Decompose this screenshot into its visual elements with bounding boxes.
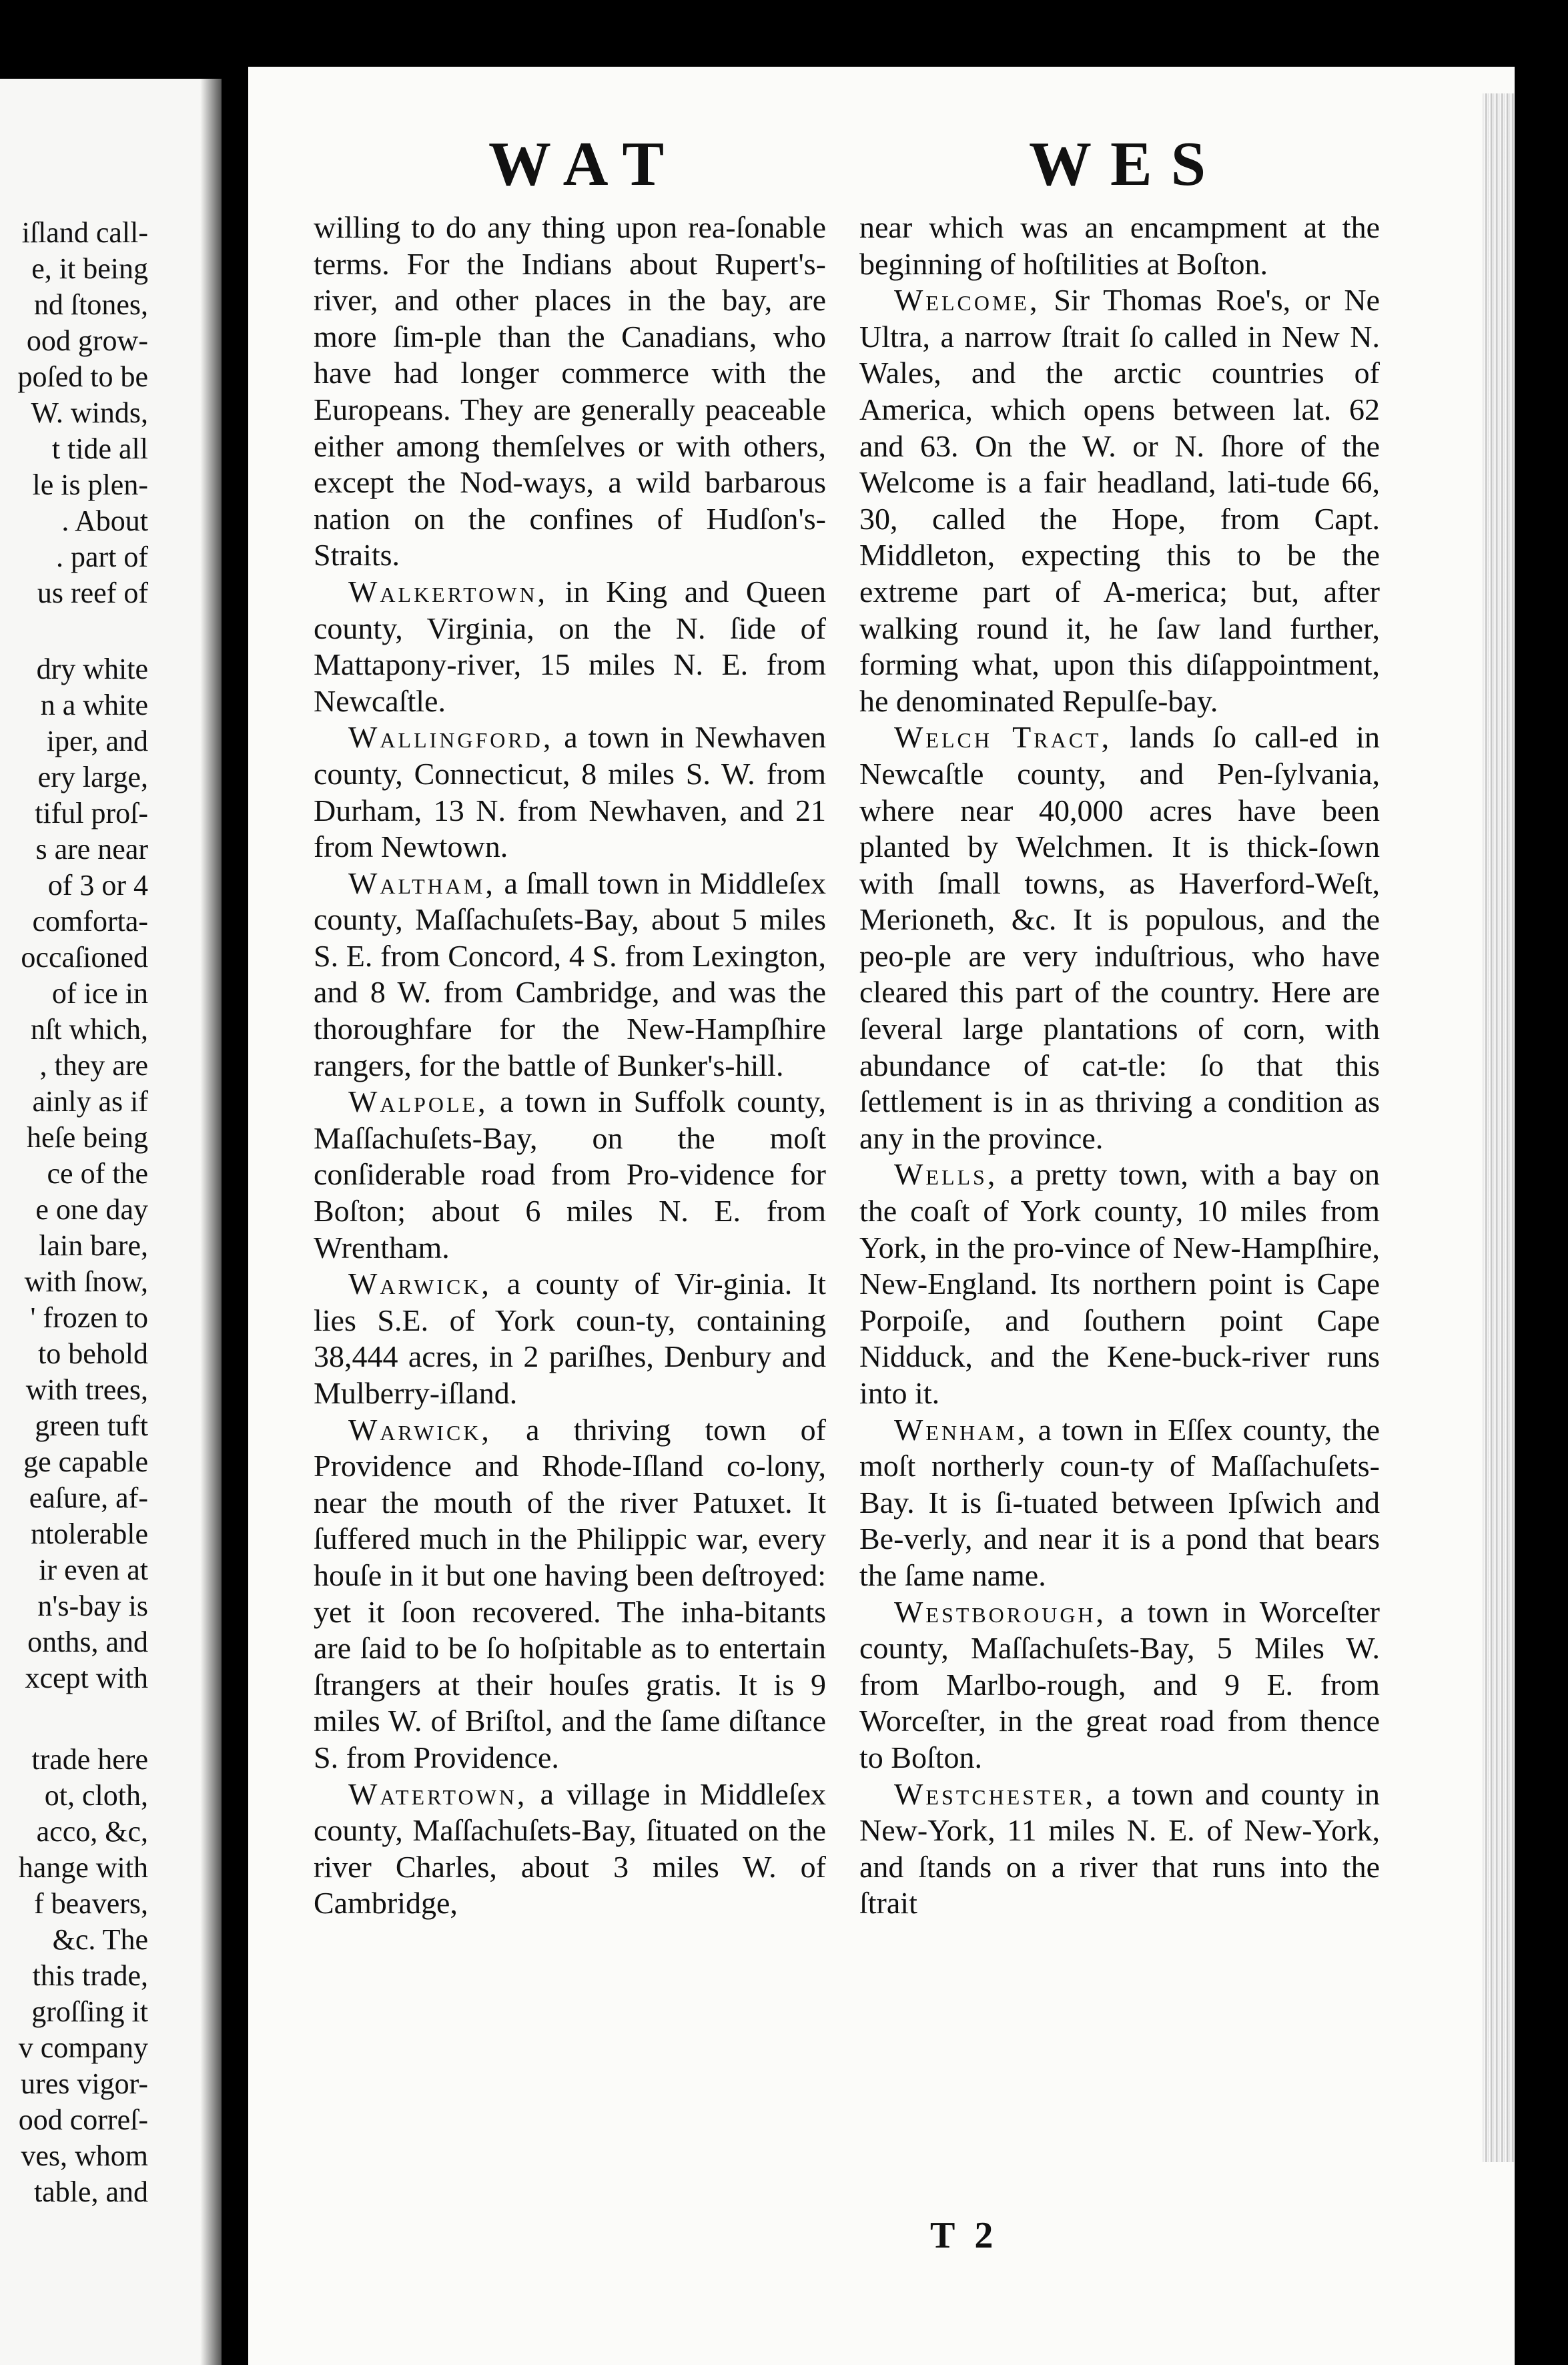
entry-headword: Westchester, xyxy=(894,1776,1096,1811)
fragment-line: n a white xyxy=(40,689,148,721)
entry-headword: Welch Tract, xyxy=(894,720,1112,755)
dictionary-entry xyxy=(314,1412,826,1776)
fragment-line: v company xyxy=(18,2031,148,2064)
fragment-line: ood grow- xyxy=(26,324,148,357)
fragment-line: ery large, xyxy=(37,761,148,793)
fragment-line: W. winds, xyxy=(31,396,148,429)
fragment-line: heſe being xyxy=(26,1121,148,1154)
dictionary-entry xyxy=(314,574,826,719)
entry-headword: Waltham, xyxy=(348,866,496,900)
fragment-line: ge capable xyxy=(23,1445,148,1478)
entry-headword: Welcome, xyxy=(894,283,1040,318)
fragment-line: n's-bay is xyxy=(37,1590,148,1622)
fragment-line: iſland call- xyxy=(21,216,148,249)
fragment-line: groſſing it xyxy=(31,1995,148,2028)
dictionary-entry xyxy=(859,1412,1380,1594)
dictionary-entry xyxy=(859,1594,1380,1776)
fragment-line: tiful proſ- xyxy=(35,797,148,829)
fragment-line: comforta- xyxy=(32,905,148,938)
entry-headword: Warwick, xyxy=(348,1412,492,1447)
fragment-line: dry white xyxy=(36,653,148,685)
entry-text: a town in Suffolk county, Maſſachuſets-Bay, on the moſt conſiderable road from Pro-vidence for Boſton; about 6 miles N. E. from Wrentham. xyxy=(314,1084,826,1265)
fragment-line: t tide all xyxy=(51,432,148,465)
fragment-line: , they are xyxy=(39,1049,148,1082)
fragment-line: ntolerable xyxy=(31,1517,148,1550)
entry-text: a ſmall town in Middleſex county, Maſſachuſets-Bay, about 5 miles S. E. from Concord, 4 S. from Lexington, and 8 W. from Cambridge, and was the thoroughfare for the New-Hampſhire rangers, for the battle of Bunker's-hill. xyxy=(314,866,826,1082)
fragment-line: ot, cloth, xyxy=(44,1779,148,1812)
entry-text: near which was an encampment at the beginning of hoſtilities at Boſton. xyxy=(859,210,1380,281)
page-edge xyxy=(1483,93,1515,2162)
fragment-line: eaſure, af- xyxy=(29,1481,148,1514)
entry-headword: Westborough, xyxy=(894,1594,1107,1629)
dictionary-entry xyxy=(314,210,826,574)
entry-text: a town in Worceſter county, Maſſachuſets-Bay, 5 Miles W. from Marlbo-rough, and 9 E. from Worceſter, in the great road from thence to Boſton. xyxy=(859,1594,1380,1774)
fragment-line: this trade, xyxy=(32,1959,148,1992)
entry-text: a town in Eſſex county, the moſt northerly coun-ty of Maſſachuſets-Bay. It is ſi-tuated between Ipſwich and Be-verly, and near it is a pond that bears the ſame name. xyxy=(859,1412,1380,1592)
right-page xyxy=(248,67,1515,2365)
running-head-right: WES xyxy=(1029,129,1224,199)
fragment-line: s are near xyxy=(35,833,148,866)
fragment-line: ' frozen to xyxy=(30,1301,148,1334)
dictionary-entry xyxy=(314,866,826,1084)
entry-text: in King and Queen county, Virginia, on the N. ſide of Mattapony-river, 15 miles N. E. from Newcaſtle. xyxy=(314,574,826,718)
fragment-line: trade here xyxy=(31,1743,148,1776)
left-page-fragment xyxy=(0,79,222,2365)
dictionary-entry xyxy=(859,719,1380,1156)
fragment-line: of 3 or 4 xyxy=(47,869,148,902)
fragment-line: iper, and xyxy=(46,725,148,757)
fragment-line: &c. The xyxy=(52,1923,148,1956)
dictionary-entry xyxy=(314,719,826,865)
fragment-line: . About xyxy=(61,504,148,537)
entry-headword: Watertown, xyxy=(348,1776,528,1811)
dictionary-entry xyxy=(314,1266,826,1411)
fragment-line: ce of the xyxy=(47,1157,148,1190)
signature-mark: T 2 xyxy=(930,2215,999,2256)
entry-text: a town in Newhaven county, Connecticut, 8 miles S. W. from Durham, 13 N. from Newhaven, and 21 from Newtown. xyxy=(314,720,826,864)
fragment-line: green tuft xyxy=(35,1409,148,1442)
fragment-line: xcept with xyxy=(25,1662,148,1694)
entry-headword: Walkertown, xyxy=(348,574,548,609)
fragment-line: of ice in xyxy=(51,977,148,1010)
dictionary-entry xyxy=(859,282,1380,719)
fragment-line: . part of xyxy=(55,541,148,573)
fragment-line: nd ſtones, xyxy=(33,288,148,321)
fragment-line: us reef of xyxy=(37,577,148,609)
entry-text: lands ſo call-ed in Newcaſtle county, and Pen-ſylvania, where near 40,000 acres have been planted by Welchmen. It is thick-ſown with ſmall towns, as Haverford-Weſt, Merioneth, &c. It is populous, and the peo-ple are very induſtrious, who have cleared this part of the country. Here are ſeveral large plantations of corn, with abundance of cat-tle: ſo that this ſettlement is in as thriving a condition as any in the province. xyxy=(859,720,1380,1155)
entry-text: a thriving town of Providence and Rhode-Iſland co-lony, near the mouth of the river Patuxet. It ſuffered much in the Philippic war, every houſe in it but one having been deſtroyed: yet it ſoon recovered. The inha-bitants are ſaid to be ſo hoſpitable as to entertain ſtrangers at their houſes gratis. It is 9 miles W. of Briſtol, and the ſame diſtance S. from Providence. xyxy=(314,1412,826,1774)
dictionary-entry xyxy=(859,1776,1380,1922)
fragment-line: with ſnow, xyxy=(24,1265,148,1298)
entry-text: a village in Middleſex county, Maſſachuſets-Bay, ſituated on the river Charles, about 3 miles W. of Cambridge, xyxy=(314,1776,826,1921)
fragment-line: with trees, xyxy=(25,1373,148,1406)
entry-headword: Wenham, xyxy=(894,1412,1028,1447)
left-fragment-block-2 xyxy=(21,651,148,1696)
fragment-line: ir even at xyxy=(39,1554,148,1586)
fragment-line: ves, whom xyxy=(21,2139,148,2172)
entry-text: Sir Thomas Roe's, or Ne Ultra, a narrow ſtrait ſo called in New N. Wales, and the arctic countries of America, which opens between lat. 62 and 63. On the W. or N. ſhore of the Welcome is a fair headland, lati-tude 66, 30, called the Hope, from Capt. Middleton, expecting this to be the extreme part of A-merica; but, after walking round it, he ſaw land further, forming what, upon this diſappointment, he denominated Repulſe-bay. xyxy=(859,283,1380,718)
fragment-line: to behold xyxy=(38,1337,148,1370)
fragment-line: nſt which, xyxy=(31,1013,148,1046)
text-column-1 xyxy=(314,210,826,1922)
dictionary-entry xyxy=(314,1084,826,1266)
fragment-line: hange with xyxy=(18,1851,148,1884)
entry-headword: Wallingford, xyxy=(348,720,554,755)
fragment-line: ainly as if xyxy=(32,1085,148,1118)
fragment-line: occaſioned xyxy=(21,941,148,974)
left-fragment-block-3 xyxy=(19,1742,148,2210)
fragment-line: e, it being xyxy=(31,252,148,285)
fragment-line: poſed to be xyxy=(17,360,148,393)
text-column-2 xyxy=(859,210,1380,1922)
entry-headword: Wells, xyxy=(894,1157,998,1192)
left-fragment-block-1 xyxy=(17,215,148,611)
entry-headword: Walpole, xyxy=(348,1084,488,1119)
fragment-line: f beavers, xyxy=(33,1887,148,1920)
fragment-line: e one day xyxy=(35,1193,148,1226)
fragment-line: onths, and xyxy=(27,1626,148,1658)
fragment-line: lain bare, xyxy=(39,1229,148,1262)
entry-text: willing to do any thing upon rea-ſonable terms. For the Indians about Rupert's-river, and other places in the bay, are more ſim-ple than the Canadians, who have had longer commerce with the Europeans. They are generally peaceable either among themſelves or with others, except the Nod-ways, a wild barbarous nation on the confines of Hudſon's-Straits. xyxy=(314,210,826,573)
entry-headword: Warwick, xyxy=(348,1267,492,1301)
fragment-line: ood correſ- xyxy=(18,2103,148,2136)
dictionary-entry xyxy=(314,1776,826,1922)
dictionary-entry xyxy=(859,210,1380,282)
running-head-left: WAT xyxy=(488,129,683,199)
fragment-line: acco, &c, xyxy=(36,1815,148,1848)
entry-text: a county of Vir-ginia. It lies S.E. of York coun-ty, containing 38,444 acres, in 2 pariſhes, Denbury and Mulberry-iſland. xyxy=(314,1267,826,1410)
dictionary-entry xyxy=(859,1156,1380,1411)
fragment-line: table, and xyxy=(33,2175,148,2208)
fragment-line: le is plen- xyxy=(32,468,148,501)
fragment-line: ures vigor- xyxy=(21,2067,148,2100)
entry-text: a town and county in New-York, 11 miles N. E. of New-York, and ſtands on a river that runs into the ſtrait xyxy=(859,1776,1380,1921)
entry-text: a pretty town, with a bay on the coaſt of York county, 10 miles from York, in the pro-vince of New-Hampſhire, New-England. Its northern point is Cape Porpoiſe, and ſouthern point Cape Nidduck, and the Kene-buck-river runs into it. xyxy=(859,1157,1380,1410)
